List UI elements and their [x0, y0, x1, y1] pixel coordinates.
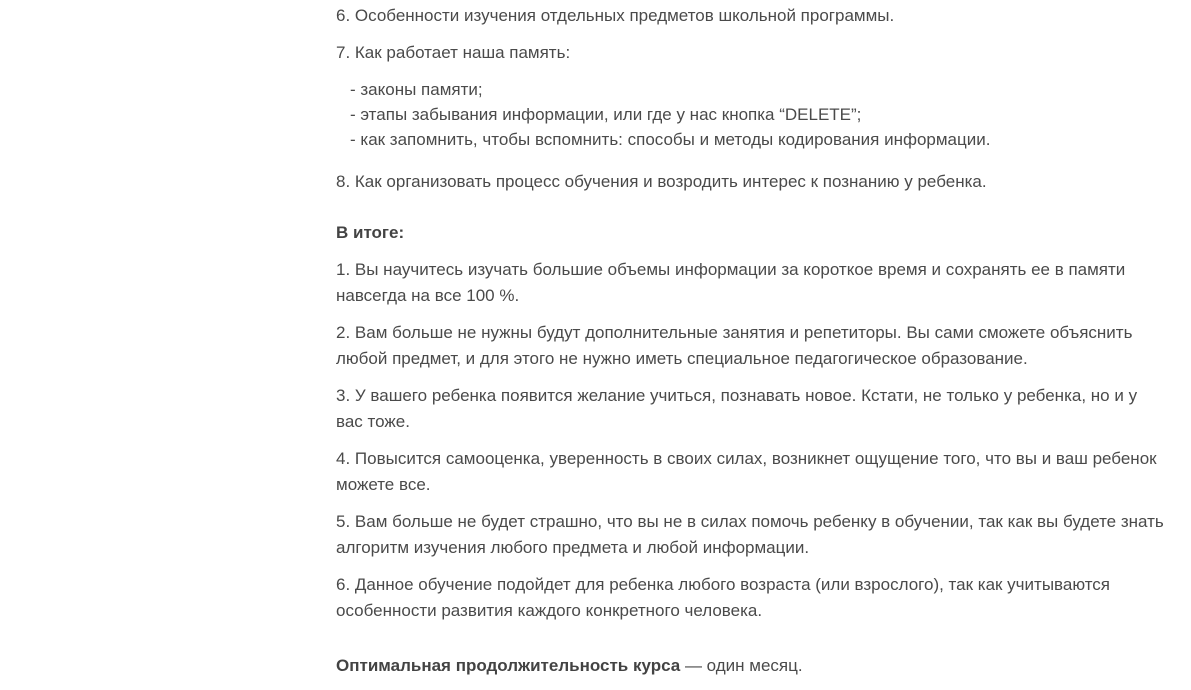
program-item-7: 7. Как работает наша память:	[336, 43, 571, 62]
course-description-text	[336, 3, 1164, 690]
memory-subitem: - законы памяти;	[350, 80, 483, 99]
results-heading: В итоге:	[336, 223, 405, 242]
result-item-1: 1. Вы научитесь изучать большие объемы информации за короткое время и сохранять ее в памяти навсегда на все 100 %.	[336, 260, 1126, 305]
course-duration-line	[336, 653, 1164, 679]
result-item-4: 4. Повысится самооценка, уверенность в своих силах, возникнет ощущение того, что вы и ваш ребенок можете все.	[336, 449, 1157, 494]
memory-subitem: - как запомнить, чтобы вспомнить: способы и методы кодирования информации.	[350, 130, 991, 149]
memory-subitem: - этапы забывания информации, или где у нас кнопка “DELETE”;	[350, 105, 862, 124]
course-duration-label: Оптимальная продолжительность курса	[336, 656, 681, 675]
result-item-5: 5. Вам больше не будет страшно, что вы не в силах помочь ребенку в обучении, так как вы будете знать алгоритм изучения любого предмета и любой информации.	[336, 512, 1164, 557]
memory-subitems-list	[336, 77, 1164, 152]
program-item-8: 8. Как организовать процесс обучения и возродить интерес к познанию у ребенка.	[336, 172, 987, 191]
result-item-2: 2. Вам больше не нужны будут дополнительные занятия и репетиторы. Вы сами сможете объяснить любой предмет, и для этого не нужно иметь специальное педагогическое образование.	[336, 323, 1133, 368]
result-item-6: 6. Данное обучение подойдет для ребенка любого возраста (или взрослого), так как учитываются особенности развития каждого конкретного человека.	[336, 575, 1111, 620]
program-item-6: 6. Особенности изучения отдельных предметов школьной программы.	[336, 6, 895, 25]
result-item-3: 3. У вашего ребенка появится желание учиться, познавать новое. Кстати, не только у ребенка, но и у вас тоже.	[336, 386, 1138, 431]
course-duration-value: — один месяц.	[680, 656, 803, 675]
